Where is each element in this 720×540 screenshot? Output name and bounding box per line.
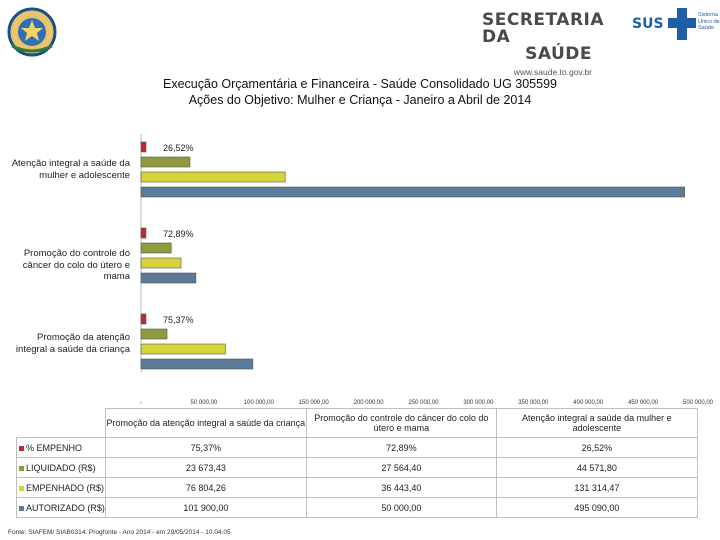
table-cell: 72,89% (306, 438, 496, 458)
category-label-crianca: Promoção da atenção integral a saúde da criança (15, 332, 130, 355)
table-column-header: Promoção da atenção integral a saúde da criança (105, 409, 306, 438)
bar-empenhado-0 (141, 172, 285, 182)
sus-logo (632, 8, 720, 42)
bar-liquidado-0 (141, 157, 190, 167)
category-label-mulher: Atenção integral a saúde da mulher e adolescente (11, 158, 130, 181)
x-tick-label: 350 000,00 (518, 400, 549, 406)
table-cell: 44 571,80 (496, 458, 697, 478)
table-cell: 131 314,47 (496, 478, 697, 498)
table-row (17, 478, 698, 498)
bar-empenhado-2 (141, 344, 225, 354)
data-label-empenho-1: 72,89% (163, 229, 194, 239)
x-tick-label: 300 000,00 (463, 400, 494, 406)
chart-title (0, 76, 720, 108)
table-cell: 76 804,26 (105, 478, 306, 498)
state-emblem-icon (6, 6, 58, 58)
table-column-header: Promoção do controle do câncer do colo do útero e mama (306, 409, 496, 438)
table-header-row (17, 409, 698, 438)
table-cell: 26,52% (496, 438, 697, 458)
table-cell: 36 443,40 (306, 478, 496, 498)
table-row (17, 438, 698, 458)
x-tick-label: 400 000,00 (573, 400, 604, 406)
table-cell: 101 900,00 (105, 498, 306, 518)
data-label-empenho-0: 26,52% (163, 143, 194, 153)
secretaria-logo (482, 10, 605, 77)
table-row (17, 458, 698, 478)
bar-liquidado-1 (141, 243, 171, 253)
x-tick-label: 50 000,00 (190, 400, 218, 406)
bar-autorizado-2 (141, 359, 253, 369)
bar-autorizado-1 (141, 273, 196, 283)
table-row-header (17, 498, 106, 518)
legend-swatch-empenhado (19, 486, 24, 491)
table-cell: 27 564,40 (306, 458, 496, 478)
bar-empenho-1 (141, 228, 146, 238)
bar-empenhado-1 (141, 258, 181, 268)
bar-liquidado-2 (141, 329, 167, 339)
legend-swatch-empenho (19, 446, 24, 451)
table-row-label: % EMPENHO (26, 442, 83, 453)
sus-cross-icon (668, 8, 696, 40)
secretaria-title: SECRETARIA DA (482, 10, 605, 47)
page-header (0, 0, 720, 77)
data-table (16, 408, 698, 518)
x-tick-label: 150 000,00 (298, 400, 329, 406)
sus-subtitle: Sistema Único de Saúde (698, 12, 720, 31)
source-note: Fonte: SIAFEM/ SIAB0314. Progfonte - Ano 2014 - em 29/05/2014 - 10.04.05 (8, 529, 231, 536)
x-tick-label: 200 000,00 (353, 400, 384, 406)
sus-text: SUS (632, 16, 664, 32)
saude-title: SAÚDE (525, 44, 592, 64)
table-cell: 50 000,00 (306, 498, 496, 518)
table-row-header (17, 458, 106, 478)
table-cell: 495 090,00 (496, 498, 697, 518)
table-row-label: LIQUIDADO (R$) (26, 462, 96, 473)
chart-title-line-2: Ações do Objetivo: Mulher e Criança - Janeiro a Abril de 2014 (188, 93, 532, 107)
legend-swatch-autorizado (19, 506, 24, 511)
bar-empenho-0 (141, 142, 146, 152)
table-cell: 23 673,43 (105, 458, 306, 478)
x-tick-label: 100 000,00 (243, 400, 274, 406)
table-row-label: AUTORIZADO (R$) (26, 502, 105, 513)
table-row (17, 498, 698, 518)
table-column-header: Atenção integral a saúde da mulher e adolescente (496, 409, 697, 438)
x-tick-label: 500 000,00 (682, 400, 714, 406)
table-corner (17, 409, 106, 438)
data-label-empenho-2: 75,37% (163, 315, 194, 325)
bar-chart (0, 128, 720, 410)
table-row-header (17, 478, 106, 498)
x-tick-label: 250 000,00 (408, 400, 439, 406)
category-label-cancer: Promoção do controle do câncer do colo do útero e mama (22, 248, 130, 282)
table-row-label: EMPENHADO (R$) (26, 482, 105, 493)
bar-empenho-2 (141, 314, 146, 324)
website-url: www.saude.to.gov.br (513, 67, 592, 77)
bar-autorizado-0 (141, 187, 685, 197)
x-tick-label: - (140, 400, 142, 406)
chart-title-line-1: Execução Orçamentária e Financeira - Saúde Consolidado UG 305599 (163, 77, 557, 91)
x-tick-label: 450 000,00 (628, 400, 659, 406)
table-cell: 75,37% (105, 438, 306, 458)
legend-swatch-liquidado (19, 466, 24, 471)
table-row-header (17, 438, 106, 458)
